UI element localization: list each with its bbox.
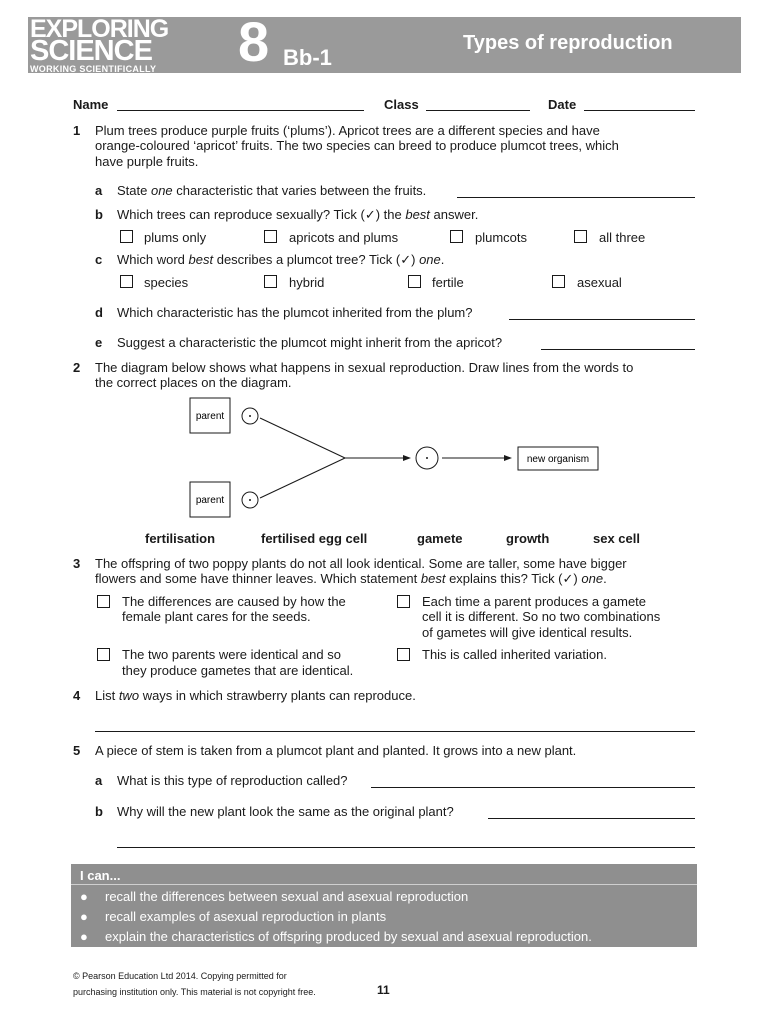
q1e-text: Suggest a characteristic the plumcot might inherit from the apricot? [117, 335, 503, 350]
q5-number: 5 [73, 743, 81, 758]
page-title: Types of reproduction [463, 32, 673, 54]
parent-label-2: parent [195, 495, 225, 506]
q1c-letter: c [95, 252, 103, 267]
q1c-option-2: hybrid [289, 275, 325, 290]
q3-option-1-line1: The differences are caused by how the [122, 594, 346, 609]
name-label: Name [73, 97, 109, 112]
q5b-letter: b [95, 804, 103, 819]
copyright-line2: purchasing institution only. This material is not copyright free. [73, 987, 316, 997]
arrow-head-2 [504, 455, 512, 461]
unit-code: Bb-1 [283, 45, 332, 70]
bullet-icon: ● [80, 929, 88, 944]
year-number: 8 [238, 10, 270, 73]
q3-number: 3 [73, 556, 81, 571]
i-can-item-2: ● recall examples of asexual reproduction in plants [80, 909, 387, 924]
arrow-head-1 [403, 455, 411, 461]
q3-option-2-line2: cell it is different. So no two combinations [422, 609, 661, 624]
q5-text: A piece of stem is taken from a plumcot plant and planted. It grows into a new plant. [95, 743, 577, 758]
q5b-answer-line-1[interactable] [488, 818, 695, 819]
q2-text-line1: The diagram below shows what happens in sexual reproduction. Draw lines from the words to [95, 360, 634, 375]
gamete-dot-2 [249, 499, 251, 501]
q1b-option-1: plums only [144, 230, 207, 245]
q5a-answer-line[interactable] [371, 787, 695, 788]
q1d-letter: d [95, 305, 103, 320]
join-line-2 [260, 458, 345, 498]
parent-label-1: parent [195, 411, 225, 422]
q1b-letter: b [95, 207, 103, 222]
q4-text: List two ways in which strawberry plants can reproduce. [95, 688, 416, 703]
bullet-icon: ● [80, 909, 88, 924]
page-number: 11 [377, 983, 390, 997]
q2-number: 2 [73, 360, 81, 375]
q3-option-2-line3: of gametes will give identical results. [422, 625, 633, 640]
q3-text-line1: The offspring of two poppy plants do not all look identical. Some are taller, some have bigger [95, 556, 627, 571]
q1-number: 1 [73, 123, 81, 138]
fertilised-egg-dot [426, 457, 428, 459]
q1-text-line2: orange-coloured ‘apricot’ fruits. The two species can breed to produce plumcot trees, which [95, 138, 619, 153]
q3-checkbox-3[interactable] [97, 648, 110, 661]
q3-option-3-line1: The two parents were identical and so [122, 647, 341, 662]
word-fertilised-egg-cell: fertilised egg cell [261, 531, 368, 546]
q1e-letter: e [95, 335, 103, 350]
i-can-item-1: ● recall the differences between sexual and asexual reproduction [80, 889, 469, 904]
word-sex-cell: sex cell [593, 531, 640, 546]
q1c-text: Which word best describes a plumcot tree? Tick (✓) one. [117, 252, 445, 267]
q3-checkbox-2[interactable] [397, 595, 410, 608]
q1d-text: Which characteristic has the plumcot inherited from the plum? [117, 305, 473, 320]
q4-number: 4 [73, 688, 81, 703]
word-gamete: gamete [417, 531, 463, 546]
q3-checkbox-1[interactable] [97, 595, 110, 608]
q1c-option-4: asexual [577, 275, 622, 290]
logo: EXPLORING SCIENCE WORKING SCIENTIFICALLY [30, 15, 169, 74]
i-can-item-3: ● explain the characteristics of offspring produced by sexual and asexual reproduction. [80, 929, 592, 944]
word-growth: growth [506, 531, 550, 546]
q1b-option-2: apricots and plums [289, 230, 399, 245]
q3-option-1-line2: female plant cares for the seeds. [122, 609, 311, 624]
q1a-text: State one characteristic that varies between the fruits. [117, 183, 427, 198]
q1b-option-3: plumcots [475, 230, 528, 245]
q3-option-2-line1: Each time a parent produces a gamete [422, 594, 647, 609]
q1c-option-3: fertile [432, 275, 464, 290]
class-label: Class [384, 97, 419, 112]
q1-text-line1: Plum trees produce purple fruits (‘plums’). Apricot trees are a different species and have [95, 123, 600, 138]
q5b-answer-line-2[interactable] [117, 847, 695, 848]
i-can-divider [71, 884, 697, 885]
q1-text-line3: have purple fruits. [95, 154, 199, 169]
new-organism-label: new organism [526, 454, 590, 465]
copyright-line1: © Pearson Education Ltd 2014. Copying permitted for [73, 971, 287, 981]
word-fertilisation: fertilisation [145, 531, 216, 546]
q1b-option-4: all three [599, 230, 646, 245]
q5b-text: Why will the new plant look the same as the original plant? [117, 804, 454, 819]
q3-option-4-line1: This is called inherited variation. [422, 647, 607, 662]
q3-checkbox-4[interactable] [397, 648, 410, 661]
q1c-option-1: species [144, 275, 189, 290]
q3-text-line2: flowers and some have thinner leaves. Which statement best explains this? Tick (✓) one. [95, 571, 607, 586]
i-can-title: I can... [80, 868, 121, 883]
q3-option-3-line2: they produce gametes that are identical. [122, 663, 354, 678]
q4-answer-line[interactable] [95, 731, 695, 732]
q2-text-line2: the correct places on the diagram. [95, 375, 292, 390]
bullet-icon: ● [80, 889, 88, 904]
date-label: Date [548, 97, 577, 112]
q1b-text: Which trees can reproduce sexually? Tick (✓) the best answer. [117, 207, 479, 222]
join-line-1 [260, 418, 345, 458]
q5a-text: What is this type of reproduction called? [117, 773, 348, 788]
q1a-letter: a [95, 183, 103, 198]
gamete-dot-1 [249, 415, 251, 417]
q5a-letter: a [95, 773, 103, 788]
